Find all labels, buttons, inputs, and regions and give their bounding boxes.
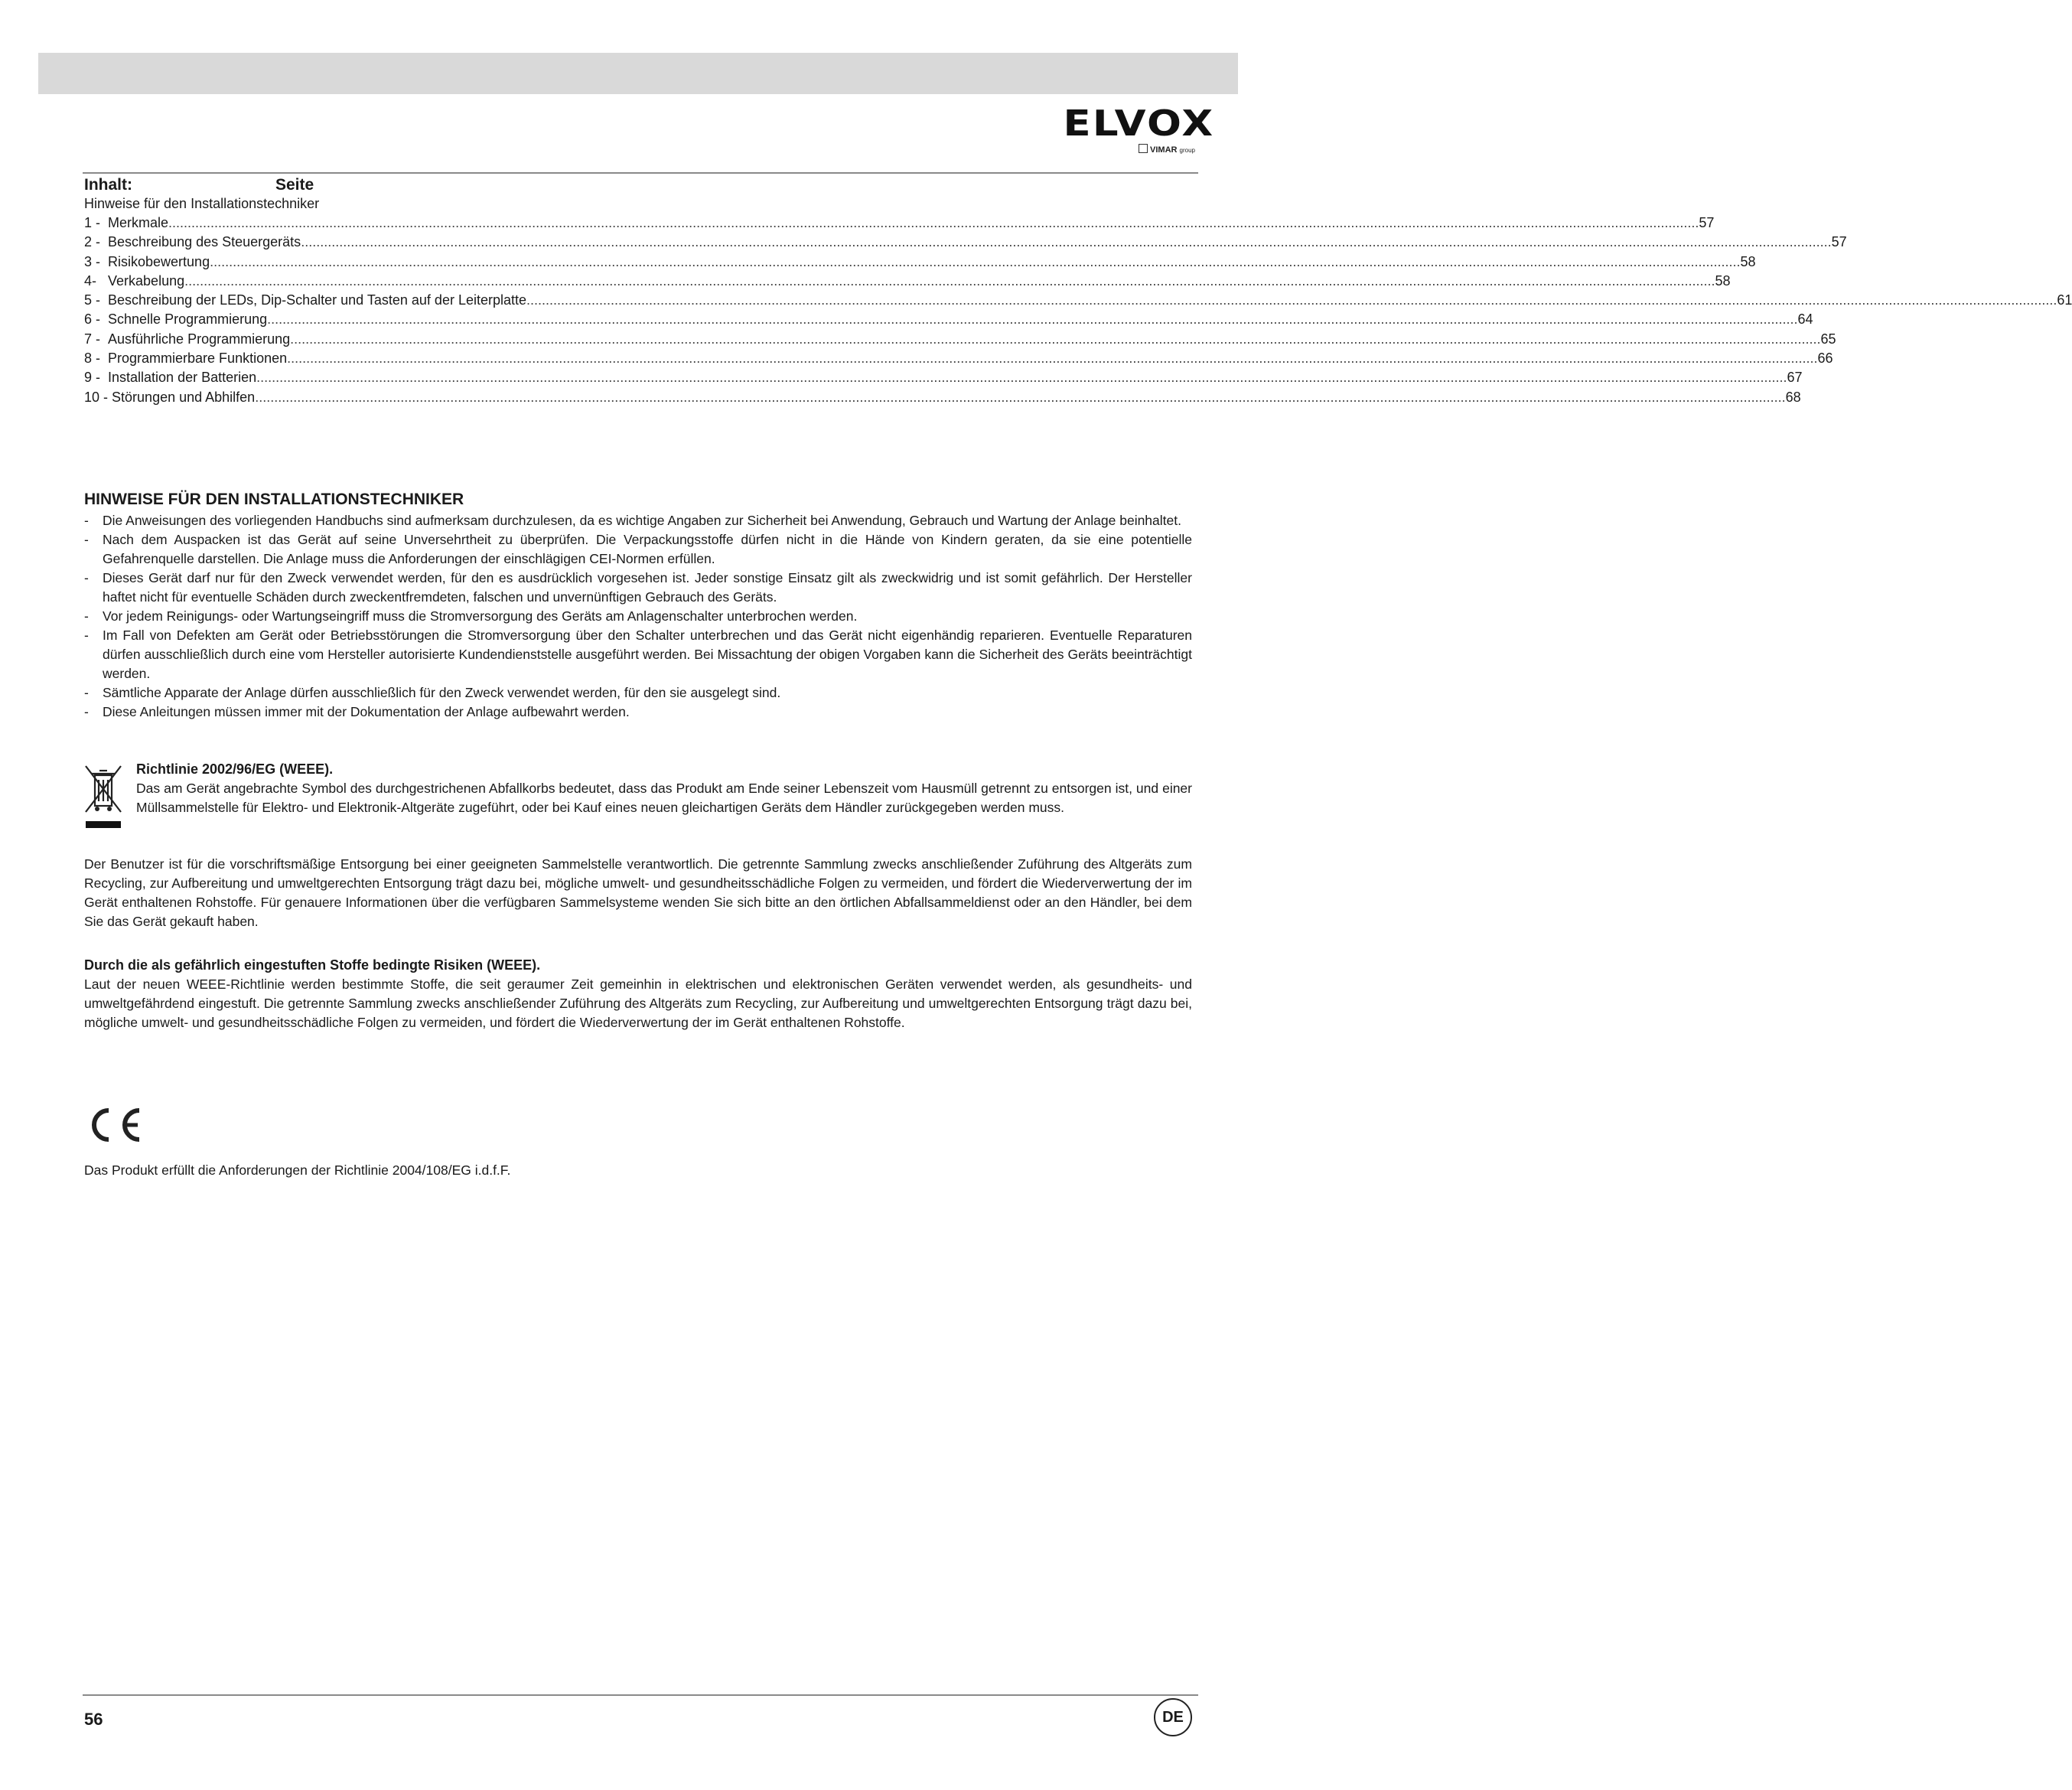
installer-bullet: - Die Anweisungen des vorliegenden Handbuchs sind aufmerksam durchzulesen, da es wichtige Angaben zur Sicherheit bei Anwendung, Gebrauch und Wartung der Anlage beinhaltet. xyxy=(84,513,1181,528)
toc-item-title: Merkmale xyxy=(108,215,169,230)
header-band xyxy=(38,53,1238,94)
toc-item-number: 8 - xyxy=(84,351,109,367)
weee-user-paragraph xyxy=(84,855,1192,931)
language-badge: DE xyxy=(1154,1698,1192,1736)
toc-item-number: 9 - xyxy=(84,370,109,386)
table-of-contents xyxy=(84,175,2072,407)
page-number: 56 xyxy=(84,1710,103,1729)
toc-page-heading: Seite xyxy=(275,176,314,194)
toc-item xyxy=(84,291,2072,310)
toc-item-page: 57 xyxy=(1699,215,1715,230)
toc-item-page: 57 xyxy=(1831,234,1847,250)
installer-bullet: - Dieses Gerät darf nur für den Zweck verwendet werden, für den es ausdrücklich vorgesehen ist. Jeder sonstige Einsatz gilt als zweckwidrig und ist somit gefährlich. Der Hersteller haftet nicht für eventuelle Schäden durch zweckentfremdeten, falschen und unvernünftigen Gebrauch des Geräts. xyxy=(84,570,1192,605)
toc-leader-dots: ................................................................................................................................................................................................................................................................................................................................................................................................................ xyxy=(267,311,1798,328)
toc-item xyxy=(84,272,1731,291)
weee-user-text: Der Benutzer ist für die vorschriftsmäßige Entsorgung bei einer geeigneten Sammelstelle verantwortlich. Die getrennte Sammlung zwecks anschließender Zuführung des Altgeräts zum Recycling, zur Aufbereitung und umweltgerechten Entsorgung trägt dazu bei, mögliche umwelt- und gesundheitsschädliche Folgen zu vermeiden, und fördert die Wiederverwertung der im Gerät enthaltenen Rohstoffe. Für genauere Informationen über die verfügbaren Sammelsysteme wenden Sie sich bitte an den örtlichen Abfallsammeldienst oder an den Händler, bei dem Sie das Gerät gekauft haben. xyxy=(84,856,1192,929)
toc-leader-dots: ................................................................................................................................................................................................................................................................................................................................................................................................................ xyxy=(210,253,1741,269)
toc-item-number: 7 - xyxy=(84,331,109,347)
toc-item xyxy=(84,368,1803,387)
ce-text: Das Produkt erfüllt die Anforderungen der Richtlinie 2004/108/EG i.d.f.F. xyxy=(84,1162,511,1178)
toc-item xyxy=(84,349,1833,368)
toc-item-page: 68 xyxy=(1785,389,1801,405)
installer-bullet: - Sämtliche Apparate der Anlage dürfen ausschließlich für den Zweck verwendet werden, für den sie ausgelegt sind. xyxy=(84,685,781,700)
brand-sub: VIMAR group xyxy=(1080,144,1195,156)
toc-item-title: Verkabelung xyxy=(108,272,185,289)
toc-item-number: 6 - xyxy=(84,311,109,328)
risks-section xyxy=(84,956,1192,1032)
toc-item xyxy=(84,388,1801,407)
toc-heading: Inhalt: xyxy=(84,176,132,194)
toc-item-title: Schnelle Programmierung xyxy=(108,311,268,328)
toc-list xyxy=(84,214,2072,407)
toc-item-page: 66 xyxy=(1817,351,1833,367)
header-rule xyxy=(83,172,1198,174)
weee-bin-icon xyxy=(84,765,122,833)
toc-leader-dots: ................................................................................................................................................................................................................................................................................................................................................................................................................ xyxy=(255,389,1786,405)
toc-leader-dots: ................................................................................................................................................................................................................................................................................................................................................................................................................ xyxy=(526,292,2057,308)
brand-logo xyxy=(1063,103,1215,156)
toc-item-page: 65 xyxy=(1820,331,1836,347)
toc-item-number: 1 - xyxy=(84,215,109,230)
toc-item-page: 61 xyxy=(2057,292,2072,308)
vimar-icon xyxy=(1139,144,1148,153)
toc-heading-row xyxy=(84,175,1198,194)
toc-leader-dots: ................................................................................................................................................................................................................................................................................................................................................................................................................ xyxy=(287,351,1818,367)
toc-item-title: Ausführliche Programmierung xyxy=(108,331,291,347)
toc-item-number: 2 - xyxy=(84,234,109,250)
ce-statement xyxy=(84,1161,1192,1180)
toc-item-title: Risikobewertung xyxy=(108,253,210,269)
toc-item-page: 58 xyxy=(1740,253,1756,269)
toc-item-title: Störungen und Abhilfen xyxy=(112,389,256,405)
installer-bullet: - Im Fall von Defekten am Gerät oder Betriebsstörungen die Stromversorgung über den Schalter unterbrechen und das Gerät nicht eigenhändig reparieren. Eventuelle Reparaturen dürfen ausschließlich durch eine vom Hersteller autorisierte Kundendienststelle ausgeführt werden. Bei Missachtung der obigen Vorgaben kann die Sicherheit des Geräts beeinträchtigt werden. xyxy=(84,628,1192,681)
toc-item-title: Beschreibung der LEDs, Dip-Schalter und Tasten auf der Leiterplatte xyxy=(108,292,527,308)
toc-item-number: 4- xyxy=(84,272,109,289)
weee-text: Das am Gerät angebrachte Symbol des durchgestrichenen Abfallkorbs bedeutet, dass das Produkt am Ende seiner Lebenszeit vom Hausmüll getrennt zu entsorgen ist, und einer Müllsammelstelle für Elektro- und Elektronik-Altgeräte zugeführt, oder bei Kauf eines neuen gleichartigen Geräts dem Händler zurückgegeben werden muss. xyxy=(136,781,1192,815)
toc-item-page: 67 xyxy=(1787,370,1803,386)
toc-item xyxy=(84,214,1715,233)
installer-bullet: - Vor jedem Reinigungs- oder Wartungseingriff muss die Stromversorgung des Geräts am Anlagenschalter unterbrochen werden. xyxy=(84,608,858,624)
toc-item-title: Programmierbare Funktionen xyxy=(108,351,288,367)
installer-bullet: - Diese Anleitungen müssen immer mit der Dokumentation der Anlage aufbewahrt werden. xyxy=(84,704,630,719)
toc-item xyxy=(84,310,1813,329)
toc-item-number: 10 - xyxy=(84,389,112,405)
toc-item-page: 58 xyxy=(1715,272,1731,289)
risks-text: Laut der neuen WEEE-Richtlinie werden bestimmte Stoffe, die seit geraumer Zeit gemeinhin in elektrischen und elektronischen Geräten verwendet werden, als gesundheits- und umweltgefährdend eingestuft. Die getrennte Sammlung zwecks anschließender Zuführung des Altgeräts zum Recycling, zur Aufbereitung und umweltgerechten Entsorgung trägt dazu bei, mögliche umwelt- und gesundheitsschädliche Folgen zu vermeiden, und fördert die Wiederverwertung der im Gerät enthaltenen Rohstoffe. xyxy=(84,977,1192,1030)
installer-bullets xyxy=(84,511,1192,722)
weee-notice xyxy=(136,760,1192,817)
toc-leader-dots: ................................................................................................................................................................................................................................................................................................................................................................................................................ xyxy=(301,234,1832,250)
toc-leader-dots: ................................................................................................................................................................................................................................................................................................................................................................................................................ xyxy=(168,215,1699,230)
brand-name: ELVOX xyxy=(1063,103,1215,144)
ce-mark-icon xyxy=(84,1106,142,1144)
weee-heading: Richtlinie 2002/96/EG (WEEE). xyxy=(136,761,334,777)
toc-leader-dots: ................................................................................................................................................................................................................................................................................................................................................................................................................ xyxy=(290,331,1821,347)
risks-heading: Durch die als gefährlich eingestuften Stoffe bedingte Risiken (WEEE). xyxy=(84,957,541,973)
toc-item xyxy=(84,253,1756,272)
toc-item-number: 5 - xyxy=(84,292,109,308)
toc-item xyxy=(84,330,1836,349)
toc-item-title: Beschreibung des Steuergeräts xyxy=(108,234,301,250)
toc-item-title: Installation der Batterien xyxy=(108,370,257,386)
footer-rule xyxy=(83,1694,1198,1696)
installer-heading: HINWEISE FÜR DEN INSTALLATIONSTECHNIKER xyxy=(84,491,464,508)
toc-item-number: 3 - xyxy=(84,253,109,269)
installer-section xyxy=(84,490,1192,722)
toc-item xyxy=(84,233,1847,252)
toc-leader-dots: ................................................................................................................................................................................................................................................................................................................................................................................................................ xyxy=(184,272,1715,289)
toc-leader-dots: ................................................................................................................................................................................................................................................................................................................................................................................................................ xyxy=(256,370,1787,386)
toc-item-page: 64 xyxy=(1797,311,1813,328)
toc-subtitle: Hinweise für den Installationstechniker xyxy=(84,196,320,211)
installer-bullet: - Nach dem Auspacken ist das Gerät auf seine Unversehrtheit zu überprüfen. Die Verpackungsstoffe dürfen nicht in die Hände von Kindern geraten, da sie eine potentielle Gefahrenquelle darstellen. Die Anlage muss die Anforderungen der einschlägigen CEI-Normen erfüllen. xyxy=(84,532,1192,566)
